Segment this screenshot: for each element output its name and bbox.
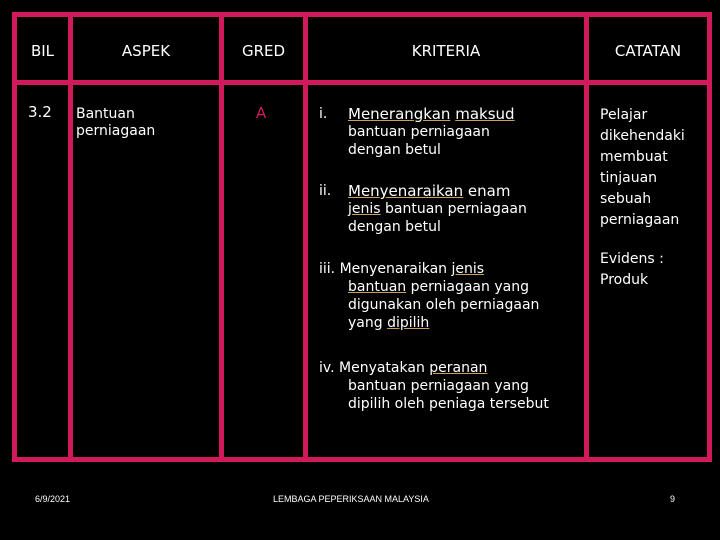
kriteria-word: peranan [429,360,488,376]
kriteria-text: perniagaan yang [410,279,529,295]
column-line-left [12,12,17,462]
kriteria-word: jenis [451,261,485,277]
kriteria-text: dengan betul [348,142,441,158]
footer-date: 6/9/2021 [35,494,71,504]
kriteria-num: iii. [319,261,336,277]
kriteria-num: i. [319,106,328,122]
header-gred: GRED [241,42,286,60]
kriteria-text: yang [348,315,383,331]
footer-organization: LEMBAGA PEPERIKSAAN MALAYSIA [273,494,429,504]
note-line: perniagaan [600,212,680,228]
kriteria-text: dipilih oleh peniaga tersebut [348,396,549,412]
kriteria-item-i [319,105,579,159]
cell-bil: 3.2 [28,103,52,121]
kriteria-num: ii. [319,183,332,199]
kriteria-num: iv. [319,360,335,376]
aspek-line-2: perniagaan [76,123,156,139]
kriteria-word: bantuan [348,279,407,295]
kriteria-word: Menyenaraikan [339,261,448,277]
column-line-gred-kriteria [303,12,308,462]
note-line: sebuah [600,191,652,207]
kriteria-text: digunakan oleh perniagaan [348,297,540,313]
kriteria-item-ii [319,182,579,236]
kriteria-text: bantuan perniagaan yang [348,378,529,394]
kriteria-item-iii [319,260,579,332]
note-line: Produk [600,272,649,288]
column-line-bil-aspek [68,12,73,462]
note-line: Pelajar [600,107,648,123]
kriteria-text: dengan betul [348,219,441,235]
note-line: dikehendaki [600,128,685,144]
kriteria-word: enam [467,182,511,200]
catatan-note-1 [600,105,710,231]
kriteria-text: bantuan perniagaan [385,201,527,217]
kriteria-word: Menyenaraikan [348,182,464,200]
kriteria-word: jenis [348,201,381,217]
column-line-aspek-gred [219,12,224,462]
note-line: tinjauan [600,170,658,186]
header-divider [12,80,712,85]
kriteria-word: dipilih [387,315,430,331]
header-aspek: ASPEK [121,42,171,60]
kriteria-word: Menyatakan [339,360,425,376]
table-top-border [12,12,712,17]
header-kriteria: KRITERIA [411,42,481,60]
kriteria-text: bantuan perniagaan [348,124,490,140]
footer-page-number: 9 [670,494,676,504]
column-line-kriteria-catatan [584,12,589,462]
table-bottom-border [12,457,712,462]
column-line-right [707,12,712,462]
cell-gred: A [256,104,267,122]
header-catatan: CATATAN [614,42,682,60]
kriteria-item-iv [319,359,579,413]
cell-aspek [76,106,155,140]
note-line: Evidens : [600,251,664,267]
aspek-line-1: Bantuan [76,106,135,122]
header-bil: BIL [30,42,55,60]
catatan-note-2 [600,249,710,291]
kriteria-word: Menerangkan [348,105,451,123]
note-line: membuat [600,149,668,165]
kriteria-word: maksud [455,105,515,123]
